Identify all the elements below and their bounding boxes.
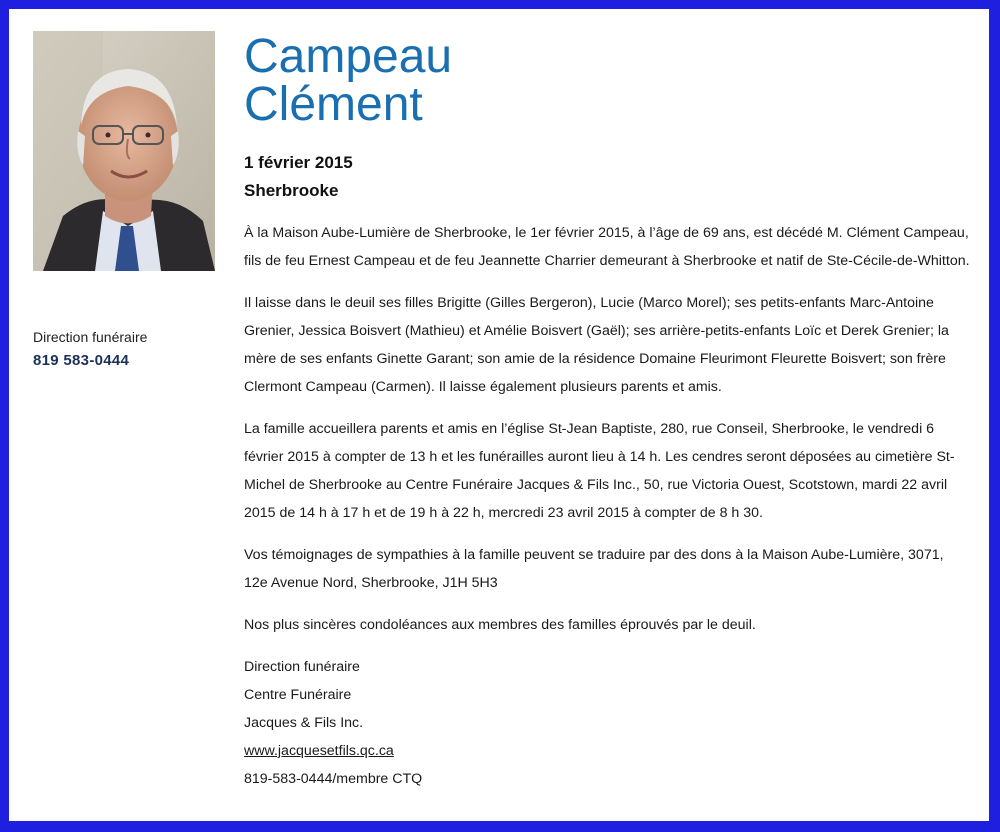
- website-link[interactable]: www.jacquesetfils.qc.ca: [244, 743, 394, 759]
- text-line: Michel de Sherbrooke au Centre Funéraire Jacques & Fils Inc., 50, rue Victoria Ouest, Scotstown, mardi 22 avril: [244, 477, 948, 493]
- deceased-last-name: Campeau: [244, 30, 453, 83]
- signature-line-3: Jacques & Fils Inc.: [244, 715, 364, 731]
- paragraph-condolences: [244, 611, 984, 639]
- text-line: mère de ses enfants Ginette Garant; son amie de la résidence Domaine Fleurimont Fleurette Boisvert; son frère: [244, 351, 946, 367]
- text-line: Vos témoignages de sympathies à la famille peuvent se traduire par des dons à la Maison Aube-Lumière, 3071,: [244, 547, 944, 563]
- portrait-photo: [33, 31, 215, 271]
- paragraph-funeral-details: [244, 415, 984, 527]
- obituary-card: [9, 9, 989, 821]
- text-line: La famille accueillera parents et amis en l’église St-Jean Baptiste, 280, rue Conseil, Sherbrooke, le vendredi 6: [244, 421, 935, 437]
- signature-line-1: Direction funéraire: [244, 659, 360, 675]
- signature-line-2: Centre Funéraire: [244, 687, 352, 703]
- obituary-main: [244, 30, 984, 793]
- text-line: Il laisse dans le deuil ses filles Brigitte (Gilles Bergeron), Lucie (Marco Morel); ses petits-enfants Marc-Antoine: [244, 295, 934, 311]
- text-line: Grenier, Jessica Boisvert (Mathieu) et Amélie Boisvert (Gaël); ses arrière-petits-enfants Loïc et Derek Grenier; la: [244, 323, 949, 339]
- text-line: Nos plus sincères condoléances aux membres des familles éprouvés par le deuil.: [244, 617, 756, 633]
- text-line: fils de feu Ernest Campeau et de feu Jeannette Charrier demeurant à Sherbrooke et natif de Ste-Cécile-de-Whitton.: [244, 253, 970, 269]
- paragraph-death-notice: [244, 219, 984, 275]
- paragraph-survivors: [244, 289, 984, 401]
- text-line: 12e Avenue Nord, Sherbrooke, J1H 5H3: [244, 575, 498, 591]
- signature-block: [244, 653, 984, 793]
- deceased-name: [244, 30, 984, 131]
- death-date: 1 février 2015: [244, 153, 353, 172]
- sidebar-phone[interactable]: 819 583-0444: [33, 352, 130, 369]
- text-line: 2015 de 14 h à 17 h et de 19 h à 22 h, mercredi 23 avril 2015 à compter de 8 h 30.: [244, 505, 763, 521]
- text-line: À la Maison Aube-Lumière de Sherbrooke, le 1er février 2015, à l’âge de 69 ans, est décédé M. Clément Campeau,: [244, 225, 969, 241]
- signature-phone: 819-583-0444/membre CTQ: [244, 771, 423, 787]
- paragraph-donations: [244, 541, 984, 597]
- text-line: Clermont Campeau (Carmen). Il laisse également plusieurs parents et amis.: [244, 379, 722, 395]
- death-city: Sherbrooke: [244, 181, 339, 200]
- deceased-first-name: Clément: [244, 78, 423, 131]
- text-line: février 2015 à compter de 13 h et les funérailles auront lieu à 14 h. Les cendres seront déposées au cimetière St-: [244, 449, 955, 465]
- sidebar-funeral-label: Direction funéraire: [33, 329, 148, 345]
